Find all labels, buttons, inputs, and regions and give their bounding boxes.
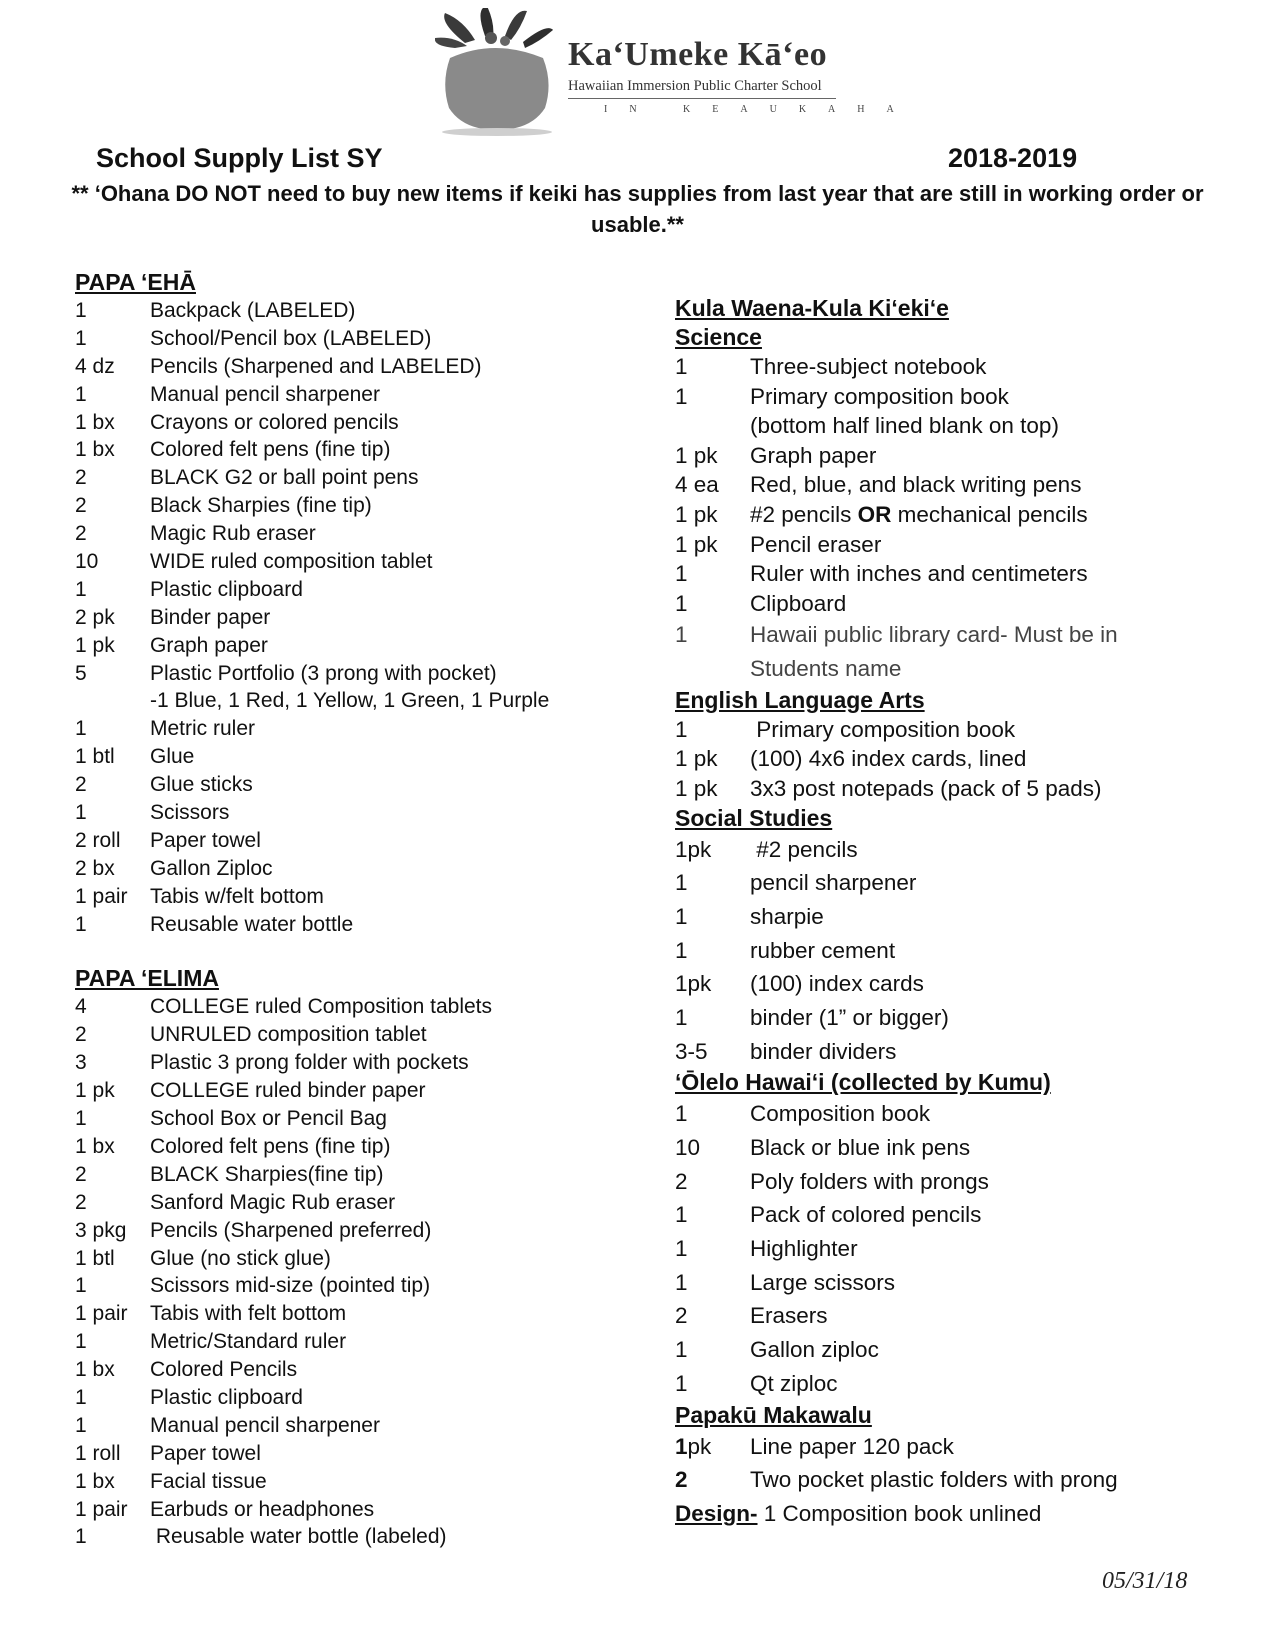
item-description: Primary composition book <box>750 716 1016 742</box>
list-item <box>75 715 635 743</box>
item-quantity: 1 <box>675 870 688 896</box>
item-description: Black or blue ink pens <box>750 1135 971 1160</box>
list-item <box>75 548 635 576</box>
item-description: Colored felt pens (fine tip) <box>150 438 391 462</box>
item-quantity: 1 bx <box>75 1134 115 1158</box>
item-quantity: 1 <box>75 717 87 741</box>
item-quantity: 4 ea <box>675 472 719 498</box>
item-description: -1 Blue, 1 Red, 1 Yellow, 1 Green, 1 Purple <box>150 689 550 713</box>
list-item <box>675 470 1275 500</box>
kula-waena-heading: Kula Waena-Kula Ki‘eki‘e <box>675 295 949 321</box>
list-item <box>75 632 635 660</box>
item-description: Line paper 120 pack <box>750 1433 954 1459</box>
list-item <box>75 1105 635 1133</box>
item-quantity: 2 pk <box>75 605 115 629</box>
item-description: Earbuds or headphones <box>150 1497 375 1521</box>
item-quantity: 1 <box>675 1337 688 1363</box>
item-quantity: 1 btl <box>75 1246 115 1270</box>
item-description: binder (1” or bigger) <box>750 1004 949 1030</box>
list-item <box>675 1367 1275 1401</box>
item-quantity: 1 <box>675 1370 688 1396</box>
school-location: IN KEAUKAHA <box>604 104 916 115</box>
papaku-heading: Papakū Makawalu <box>675 1401 872 1428</box>
item-quantity: 1 <box>675 622 688 648</box>
item-quantity: 1 <box>675 1269 688 1295</box>
item-description: School/Pencil box (LABELED) <box>150 326 432 350</box>
list-item <box>675 934 1275 968</box>
list-item <box>675 441 1275 471</box>
list-item <box>675 1198 1275 1232</box>
list-item <box>675 382 1275 412</box>
science-heading: Science <box>675 324 762 350</box>
list-item <box>675 1131 1275 1165</box>
item-description: Poly folders with prongs <box>750 1168 989 1194</box>
item-description: BLACK G2 or ball point pens <box>150 466 419 490</box>
item-description: binder dividers <box>750 1038 897 1064</box>
list-item <box>75 1468 635 1496</box>
item-description: Plastic 3 prong folder with pockets <box>150 1051 469 1075</box>
list-item <box>75 576 635 604</box>
list-item <box>675 1035 1275 1069</box>
item-description: Students name <box>750 656 902 682</box>
item-quantity: 1 <box>675 383 688 409</box>
list-item <box>75 1356 635 1384</box>
item-description: Red, blue, and black writing pens <box>750 472 1082 498</box>
list-item <box>75 1077 635 1105</box>
list-item <box>75 1049 635 1077</box>
item-quantity: 1 pk <box>675 746 718 772</box>
item-quantity: 2 roll <box>75 828 121 852</box>
list-item <box>75 743 635 771</box>
item-quantity: 2 <box>75 773 87 797</box>
item-description: Plastic Portfolio (3 prong with pocket) <box>150 661 497 685</box>
list-item <box>75 1161 635 1189</box>
item-quantity: 1 <box>75 801 87 825</box>
list-item <box>75 1245 635 1273</box>
left-column <box>75 268 635 1551</box>
item-quantity: 1 <box>675 561 688 587</box>
item-description: Pencils (Sharpened preferred) <box>150 1218 432 1242</box>
item-quantity: 1 pk <box>675 531 718 557</box>
list-item <box>75 660 635 688</box>
list-item <box>75 492 635 520</box>
item-quantity: 1 pk <box>675 442 718 468</box>
item-description: Colored felt pens (fine tip) <box>150 1134 391 1158</box>
list-item <box>75 883 635 911</box>
item-description: Crayons or colored pencils <box>150 410 399 434</box>
item-quantity: 1 pk <box>675 501 718 527</box>
list-item <box>75 381 635 409</box>
list-item <box>75 297 635 325</box>
design-text: 1 Composition book unlined <box>757 1500 1042 1526</box>
item-description: Facial tissue <box>150 1469 267 1493</box>
item-description: Backpack (LABELED) <box>150 299 356 322</box>
papa-eha-list <box>75 297 635 938</box>
item-quantity: 2 <box>75 1162 87 1186</box>
item-quantity: 10 <box>75 550 99 574</box>
list-item <box>675 352 1275 382</box>
page-title: School Supply List SY <box>96 143 383 173</box>
item-description: BLACK Sharpies(fine tip) <box>150 1162 384 1186</box>
item-quantity: 2 <box>75 1023 87 1047</box>
item-description: Graph paper <box>150 633 268 657</box>
footer-date: 05/31/18 <box>1102 1568 1188 1594</box>
list-item <box>75 1412 635 1440</box>
item-description: Paper towel <box>150 1441 261 1465</box>
item-quantity: 1 <box>675 1236 688 1262</box>
item-quantity: 1 <box>675 903 688 929</box>
papa-elima-list <box>75 993 635 1551</box>
item-quantity <box>675 411 750 441</box>
list-item <box>75 1328 635 1356</box>
item-description: Large scissors <box>750 1269 896 1295</box>
list-item <box>675 1097 1275 1131</box>
list-item <box>675 1463 1275 1497</box>
item-description: Erasers <box>750 1303 828 1329</box>
item-quantity: 1 <box>75 299 87 322</box>
item-description: Tabis with felt bottom <box>150 1302 347 1326</box>
list-item <box>75 799 635 827</box>
list-item <box>675 1165 1275 1199</box>
item-description: Metric ruler <box>150 717 256 741</box>
list-item <box>675 744 1275 774</box>
ela-heading: English Language Arts <box>675 686 925 713</box>
item-description: WIDE ruled composition tablet <box>150 550 433 574</box>
school-subtitle: Hawaiian Immersion Public Charter School <box>568 78 822 94</box>
list-item <box>675 1299 1275 1333</box>
item-description: Magic Rub eraser <box>150 522 316 546</box>
item-description: Hawaii public library card- Must be in <box>750 622 1118 648</box>
list-item <box>75 604 635 632</box>
item-description: Two pocket plastic folders with prong <box>750 1467 1118 1493</box>
design-label: Design- <box>675 1500 758 1526</box>
item-description: Primary composition book <box>750 383 1009 409</box>
item-description: Highlighter <box>750 1236 858 1262</box>
item-description: 3x3 post notepads (pack of 5 pads) <box>750 775 1102 801</box>
item-description: (100) index cards <box>750 971 924 997</box>
item-description: Qt ziploc <box>750 1370 838 1396</box>
item-quantity: 3 <box>75 1051 87 1075</box>
list-item <box>75 1272 635 1300</box>
olelo-heading: ‘Ōlelo Hawai‘i (collected by Kumu) <box>675 1069 1051 1096</box>
list-item <box>75 911 635 939</box>
list-item <box>75 855 635 883</box>
item-quantity: 2 <box>675 1168 688 1194</box>
item-quantity: 4 dz <box>75 354 115 378</box>
papaku-list <box>675 1430 1275 1497</box>
item-quantity: 1 pair <box>75 1302 128 1326</box>
item-description: Three-subject notebook <box>750 354 987 379</box>
quantity-number: 2 <box>675 1467 688 1493</box>
item-quantity: 10 <box>675 1135 701 1160</box>
item-description: Scissors <box>150 801 230 825</box>
list-item <box>75 1300 635 1328</box>
item-description: Plastic clipboard <box>150 577 303 601</box>
school-year: 2018-2019 <box>948 143 1078 173</box>
item-quantity: 1 <box>75 577 87 601</box>
item-quantity: 1 <box>75 1385 87 1409</box>
item-description: Glue (no stick glue) <box>150 1246 331 1270</box>
item-quantity: 1 <box>675 1004 688 1030</box>
item-quantity: 1 <box>75 326 87 350</box>
item-quantity: 1 <box>75 1107 87 1131</box>
item-description: Clipboard <box>750 590 847 616</box>
quantity-unit: pk <box>687 1433 712 1459</box>
item-text-part: mechanical pencils <box>891 501 1088 527</box>
item-quantity: 1 pair <box>75 1497 128 1521</box>
list-item <box>675 559 1275 589</box>
item-description: rubber cement <box>750 937 896 963</box>
list-item <box>675 500 1275 530</box>
item-quantity: 2 <box>75 466 87 490</box>
item-quantity: 1pk <box>675 836 712 862</box>
item-quantity: 1 <box>675 354 688 379</box>
header-divider <box>568 98 836 99</box>
right-column <box>675 294 1275 1530</box>
item-description: Pencil eraser <box>750 531 882 557</box>
item-description: Colored Pencils <box>150 1358 298 1382</box>
list-item <box>75 1217 635 1245</box>
item-description: Plastic clipboard <box>150 1385 303 1409</box>
item-quantity: 1 bx <box>75 438 115 462</box>
item-description: pencil sharpener <box>750 870 917 896</box>
item-quantity: 1 <box>75 912 87 936</box>
item-quantity: 1 bx <box>75 1469 115 1493</box>
item-quantity: 1 <box>675 590 688 616</box>
list-item <box>75 1523 635 1551</box>
item-quantity: 2 <box>675 1303 688 1329</box>
item-description: Ruler with inches and centimeters <box>750 561 1088 587</box>
item-quantity: 1 bx <box>75 410 115 434</box>
design-row <box>675 1497 1275 1530</box>
item-quantity: 1 btl <box>75 745 115 769</box>
list-item <box>75 1021 635 1049</box>
item-quantity: 3 pkg <box>75 1218 127 1242</box>
item-quantity: 5 <box>75 661 87 685</box>
list-item <box>75 325 635 353</box>
list-item <box>75 1384 635 1412</box>
list-item <box>675 589 1275 619</box>
item-quantity <box>675 1463 750 1497</box>
item-description: COLLEGE ruled binder paper <box>150 1079 426 1103</box>
list-item <box>675 715 1275 745</box>
item-quantity: 1pk <box>675 971 712 997</box>
list-item <box>75 993 635 1021</box>
list-item <box>675 1333 1275 1367</box>
list-item <box>75 1133 635 1161</box>
item-description: Manual pencil sharpener <box>150 382 380 406</box>
item-description: Gallon Ziploc <box>150 856 273 880</box>
item-description: Black Sharpies (fine tip) <box>150 494 372 518</box>
quantity-number: 1 <box>675 1433 688 1459</box>
item-quantity: 1 pk <box>75 1079 115 1103</box>
item-quantity: 1 <box>675 716 688 742</box>
item-quantity: 1 <box>75 1413 87 1437</box>
item-description <box>750 500 1088 530</box>
item-description: Sanford Magic Rub eraser <box>150 1190 396 1214</box>
item-quantity: 1 pair <box>75 884 128 908</box>
item-quantity: 1 bx <box>75 1358 115 1382</box>
item-quantity: 2 <box>75 1190 87 1214</box>
social-studies-heading: Social Studies <box>675 804 833 831</box>
item-text-part: #2 pencils <box>750 501 858 527</box>
item-description: (100) 4x6 index cards, lined <box>750 746 1027 772</box>
item-quantity: 3-5 <box>675 1038 708 1064</box>
leaf-crown-icon <box>435 8 553 48</box>
list-item <box>675 1266 1275 1300</box>
item-quantity: 1 <box>75 382 87 406</box>
list-item <box>675 833 1275 867</box>
item-description: Glue sticks <box>150 773 253 797</box>
item-quantity: 2 <box>75 522 87 546</box>
school-name: Ka‘Umeke Kā‘eo <box>568 36 828 73</box>
item-quantity: 1 <box>675 937 688 963</box>
item-description: Glue <box>150 745 195 769</box>
list-item <box>75 409 635 437</box>
science-list <box>675 352 1275 686</box>
item-quantity <box>675 1430 750 1464</box>
item-quantity: 1 roll <box>75 1441 121 1465</box>
item-quantity <box>75 687 150 715</box>
list-item <box>75 771 635 799</box>
item-quantity: 1 <box>75 1330 87 1354</box>
list-item <box>675 900 1275 934</box>
item-description: School Box or Pencil Bag <box>150 1107 387 1131</box>
item-description: COLLEGE ruled Composition tablets <box>150 995 492 1019</box>
item-description: Pencils (Sharpened and LABELED) <box>150 354 482 378</box>
item-description: Metric/Standard ruler <box>150 1330 347 1354</box>
calabash-bowl-icon <box>445 48 548 130</box>
ela-list <box>675 715 1275 804</box>
list-item <box>675 967 1275 1001</box>
list-item <box>675 652 1275 686</box>
item-quantity: 1 <box>75 1525 87 1549</box>
item-description: Manual pencil sharpener <box>150 1413 380 1437</box>
list-item <box>675 530 1275 560</box>
item-quantity: 1 pk <box>75 633 115 657</box>
list-item <box>75 353 635 381</box>
list-item <box>75 1496 635 1524</box>
item-quantity: 4 <box>75 995 87 1019</box>
item-description: Tabis w/felt bottom <box>150 884 324 908</box>
item-quantity: 1 pk <box>675 775 718 801</box>
list-item <box>75 1189 635 1217</box>
item-description: Reusable water bottle <box>150 912 354 936</box>
item-description: Gallon ziploc <box>750 1337 879 1363</box>
item-quantity <box>675 652 750 686</box>
social-studies-list <box>675 833 1275 1069</box>
item-description: Reusable water bottle (labeled) <box>150 1525 447 1549</box>
list-item <box>675 411 1275 441</box>
papa-elima-heading: PAPA ‘ELIMA <box>75 965 219 992</box>
list-item <box>75 687 635 715</box>
list-item <box>675 618 1275 652</box>
item-description: #2 pencils <box>750 836 858 862</box>
item-description: Composition book <box>750 1101 931 1127</box>
item-description: Scissors mid-size (pointed tip) <box>150 1274 431 1298</box>
list-item <box>675 1430 1275 1464</box>
item-description: sharpie <box>750 903 824 929</box>
list-item <box>675 1001 1275 1035</box>
papa-eha-heading: PAPA ‘EHĀ <box>75 269 196 295</box>
list-item <box>675 1232 1275 1266</box>
list-item <box>75 436 635 464</box>
list-item <box>675 774 1275 804</box>
list-item <box>75 520 635 548</box>
item-description: Binder paper <box>150 605 271 629</box>
item-quantity: 2 <box>75 494 87 518</box>
item-quantity: 1 <box>675 1101 688 1127</box>
item-description: (bottom half lined blank on top) <box>750 413 1059 439</box>
item-quantity: 2 bx <box>75 856 115 880</box>
item-quantity: 1 <box>75 1274 87 1298</box>
ohana-notice: ** ‘Ohana DO NOT need to buy new items if keiki has supplies from last year that are still in working order or usable.** <box>71 181 1204 237</box>
item-description: Paper towel <box>150 828 261 852</box>
item-description: Graph paper <box>750 442 877 468</box>
item-description: Pack of colored pencils <box>750 1202 982 1228</box>
item-text-part: OR <box>857 501 892 527</box>
list-item <box>675 866 1275 900</box>
list-item <box>75 1440 635 1468</box>
list-item <box>75 827 635 855</box>
olelo-list <box>675 1097 1275 1400</box>
list-item <box>75 464 635 492</box>
item-description: UNRULED composition tablet <box>150 1023 427 1047</box>
item-quantity: 1 <box>675 1202 688 1228</box>
